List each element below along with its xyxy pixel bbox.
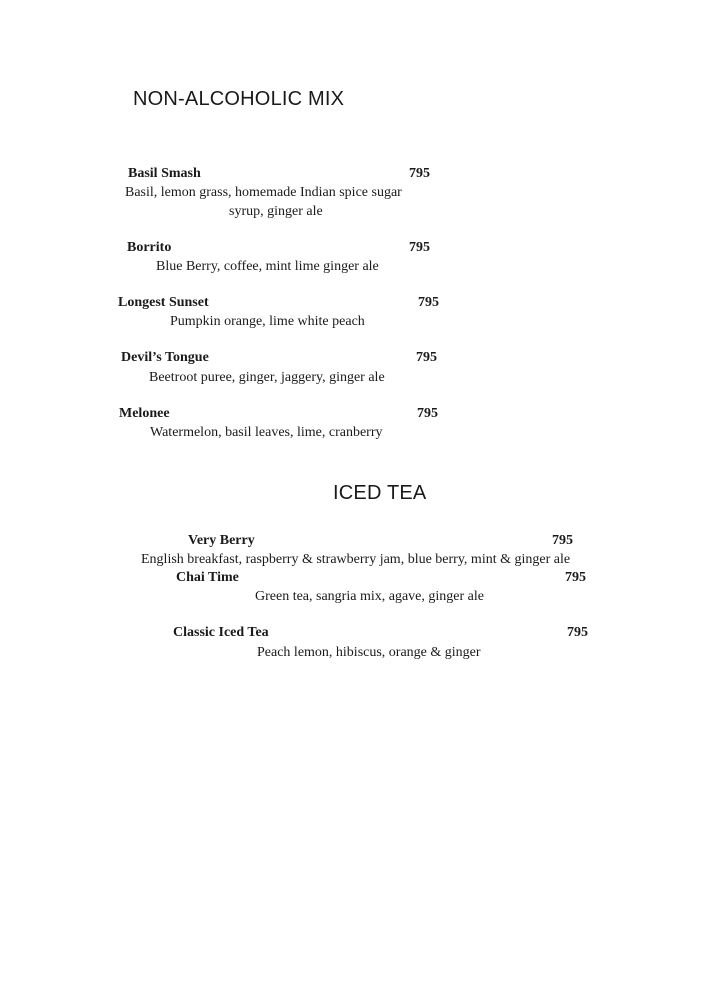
item-name: Basil Smash <box>128 166 201 181</box>
item-description: Pumpkin orange, lime white peach <box>170 314 365 329</box>
item-price: 795 <box>416 350 437 365</box>
item-price: 795 <box>417 406 438 421</box>
item-description: Peach lemon, hibiscus, orange & ginger <box>257 645 481 660</box>
item-description: Watermelon, basil leaves, lime, cranberry <box>150 425 383 440</box>
item-name: Devil’s Tongue <box>121 350 209 365</box>
item-description: Beetroot puree, ginger, jaggery, ginger ale <box>149 370 385 385</box>
item-price: 795 <box>565 570 586 585</box>
item-price: 795 <box>418 295 439 310</box>
item-description: Blue Berry, coffee, mint lime ginger ale <box>156 259 379 274</box>
item-description: syrup, ginger ale <box>229 204 323 219</box>
item-description: Green tea, sangria mix, agave, ginger ale <box>255 589 484 604</box>
section-title-non-alcoholic-mix: NON-ALCOHOLIC MIX <box>133 88 345 110</box>
item-price: 795 <box>552 533 573 548</box>
item-name: Longest Sunset <box>118 295 209 310</box>
item-name: Borrito <box>127 240 172 255</box>
item-price: 795 <box>409 240 430 255</box>
item-price: 795 <box>567 625 588 640</box>
item-price: 795 <box>409 166 430 181</box>
section-title-iced-tea: ICED TEA <box>333 482 427 504</box>
item-description: Basil, lemon grass, homemade Indian spice sugar <box>125 185 402 200</box>
item-name: Chai Time <box>176 570 239 585</box>
item-name: Classic Iced Tea <box>173 625 269 640</box>
item-name: Very Berry <box>188 533 255 548</box>
item-name: Melonee <box>119 406 170 421</box>
item-description: English breakfast, raspberry & strawberry jam, blue berry, mint & ginger ale <box>141 552 571 567</box>
